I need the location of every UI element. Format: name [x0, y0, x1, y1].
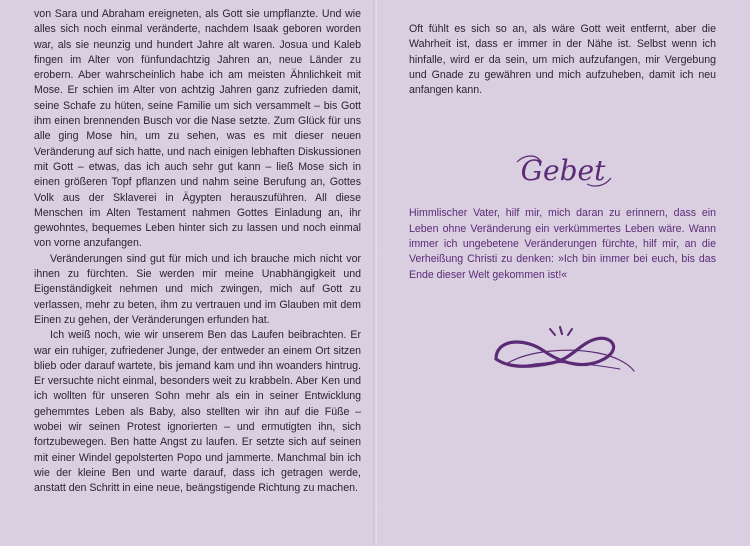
right-page [377, 0, 750, 546]
left-paragraph-3: Ich weiß noch, wie wir unserem Ben das Laufen beibrachten. Er war ein ruhiger, zufriedener Junge, der entweder an einem Ort sitzen blieb oder darauf wartete, bis jemand kam und ihn woanders hintrug. Er versuchte nicht einmal, besonders weit zu krabbeln. Aber Ken und ich wollten für unseren Sohn mehr als ein in seiner Entwicklung gehemmtes Leben als Baby, also stellten wir ihn auf die Füße – wobei wir seinen Protest ignorierten – und ermutigten ihn, sich fortzubewegen. Ben hatte Angst zu laufen. Er setzte sich auf seinen mit einer Windel gepolsterten Popo und jammerte. Manchmal bin ich wie der kleine Ben und warte darauf, dass ich getragen werde, anstatt den Schritt in eine neue, beängstigende Richtung zu machen. [34, 329, 361, 495]
prayer-heading-text: Gebet [520, 154, 605, 188]
prayer-heading [409, 150, 716, 190]
ornament [409, 319, 716, 384]
script-flourish-icon [503, 150, 623, 192]
right-intro-paragraph: Oft fühlt es sich so an, als wäre Gott weit entfernt, aber die Wahrheit ist, dass er immer in der Nähe ist. Selbst wenn ich hinfalle, wird er da sein, um mich aufzufangen, mir Vergebung und Gnade zu gewähren und mich aufzuheben, damit ich neu anfangen kann. [409, 23, 716, 97]
left-page [0, 0, 373, 546]
infinity-swirl-ornament-icon [488, 319, 638, 379]
left-paragraph-1: von Sara und Abraham ereigneten, als Gott sie umpflanzte. Und wie alles sich noch einmal veränderte, nachdem Isaak geboren worden war, als sie neunzig und hundert Jahre alt waren. Josua und Kaleb fingen im Alter von fünfundachtzig Jahren an, neue Länder zu erobern. Aber wahrscheinlich habe ich am meisten Ähnlichkeit mit Mose. Er schien im Alter von achtzig Jahren ganz zufrieden damit, seine Schafe zu hüten, seine Familie um sich versammelt – bis Gott ihm einen brennenden Busch vor die Nase setzte. Zum Glück für uns alle ging Mose hin, um zu sehen, was es mit dieser neuen Veränderung auf sich hatte, und nach einigen lebhaften Diskussionen mit Gott – etwas, das ich auch sehr gut kann – ließ Mose sich in einen größeren Topf pflanzen und nahm seine Berufung an, Gottes Volk aus der Sklaverei in Ägypten herauszuführen. All diese Menschen im Alten Testament nahmen Gottes Einladung an, ihr gewohntes, bequemes Leben hinter sich zu lassen und noch einmal von vorne anzufangen. [34, 8, 361, 250]
left-paragraph-2: Veränderungen sind gut für mich und ich brauche mich nicht vor ihnen zu fürchten. Sie werden mir meine Unabhängigkeit und Eigenständigkeit nehmen und mich zwingen, mich auf Gott zu verlassen, mehr zu beten, ihm zu vertrauen und im Glauben mit dem Einen zu gehen, der Veränderungen erfunden hat. [34, 252, 361, 326]
prayer-text: Himmlischer Vater, hilf mir, mich daran zu erinnern, dass ein Leben ohne Veränderung ein verkümmertes Leben wäre. Wann immer ich ungebetene Veränderungen fürchte, hilf mir, an die Verheißung Christi zu denken: »Ich bin immer bei euch, bis das Ende dieser Welt gekommen ist!« [409, 207, 716, 281]
